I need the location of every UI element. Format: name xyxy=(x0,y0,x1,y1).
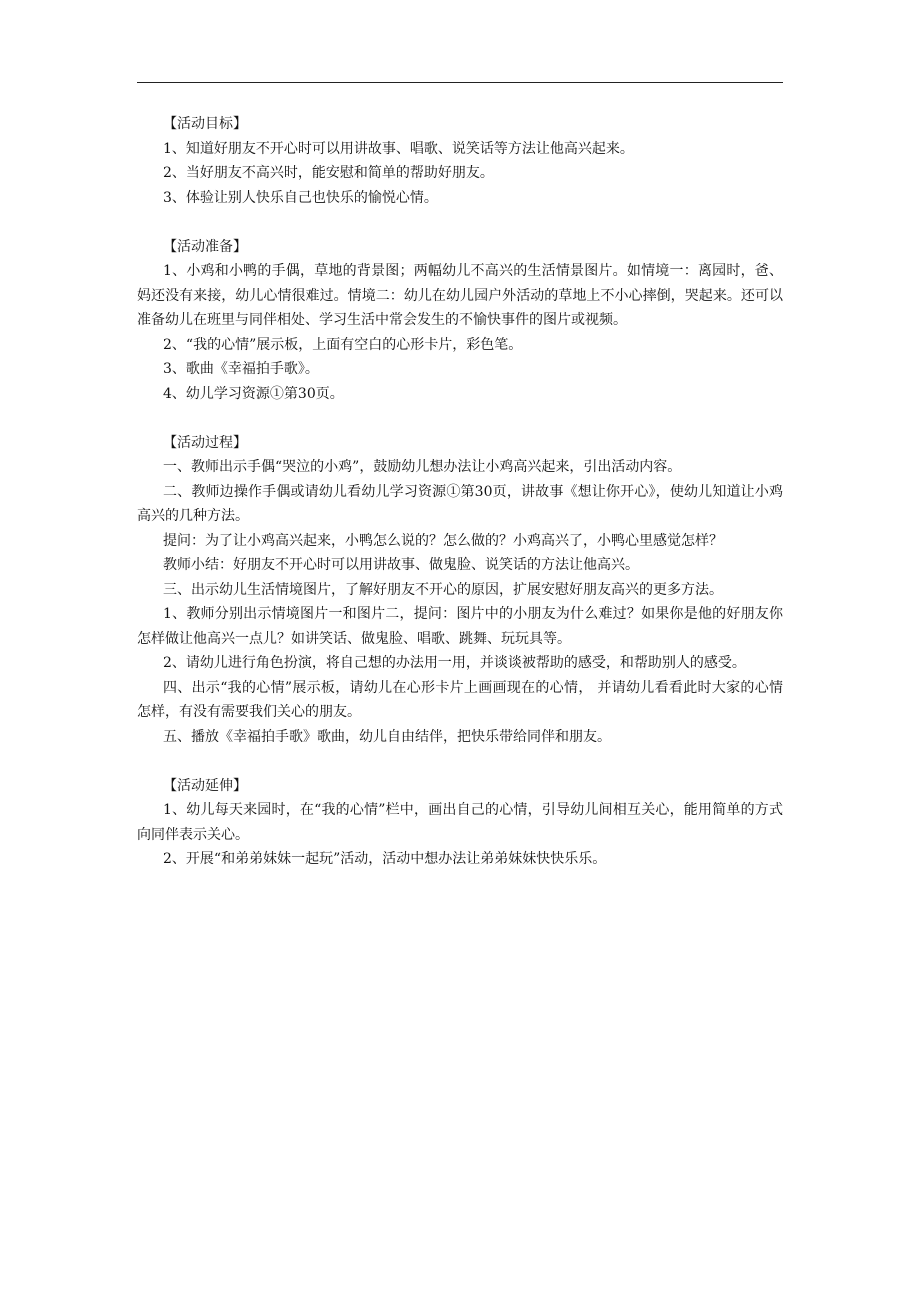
section-activity-extension xyxy=(137,774,783,872)
paragraph: 4、幼儿学习资源①第30页。 xyxy=(163,385,344,402)
paragraph: 2、开展“和弟弟妹妹一起玩”活动，活动中想办法让弟弟妹妹快快乐乐。 xyxy=(163,851,607,867)
paragraph: 2、“我的心情”展示板，上面有空白的心形卡片，彩色笔。 xyxy=(163,336,523,353)
paragraph: 3、体验让别人快乐自己也快乐的愉悦心情。 xyxy=(163,189,438,206)
section-activity-process xyxy=(137,431,783,750)
paragraph: 1、知道好朋友不开心时可以用讲故事、唱歌、说笑话等方法让他高兴起来。 xyxy=(163,140,634,157)
paragraph: 二、教师边操作手偶或请幼儿看幼儿学习资源①第30页，讲故事《想让你开心》，使幼儿知道让小鸡高兴的几种方法。 xyxy=(137,483,783,524)
header-rule xyxy=(137,82,783,83)
paragraph: 四、出示“我的心情”展示板，请幼儿在心形卡片上画画现在的心情， 并请幼儿看看此时大家的心情怎样，有没有需要我们关心的朋友。 xyxy=(137,679,783,720)
section-heading: 【活动延伸】 xyxy=(163,777,247,794)
paragraph: 教师小结：好朋友不开心时可以用讲故事、做鬼脸、说笑话的方法让他高兴。 xyxy=(163,557,639,573)
paragraph: 1、小鸡和小鸭的手偶，草地的背景图；两幅幼儿不高兴的生活情景图片。如情境一：离园时，爸、妈还没有来接，幼儿心情很难过。情境二：幼儿在幼儿园户外活动的草地上不小心摔倒，哭起来。还可以准备幼儿在班里与同伴相处、学习生活中常会发生的不愉快事件的图片或视频。 xyxy=(137,263,783,328)
section-heading: 【活动目标】 xyxy=(163,116,247,132)
paragraph: 提问：为了让小鸡高兴起来，小鸭怎么说的？怎么做的？小鸡高兴了，小鸭心里感觉怎样？ xyxy=(163,532,723,549)
paragraph: 五、播放《幸福拍手歌》歌曲，幼儿自由结伴，把快乐带给同伴和朋友。 xyxy=(163,728,611,745)
paragraph: 3、歌曲《幸福拍手歌》。 xyxy=(163,361,319,377)
document-body xyxy=(137,112,783,896)
paragraph: 2、请幼儿进行角色扮演，将自己想的办法用一用，并谈谈被帮助的感受，和帮助别人的感受。 xyxy=(163,655,746,671)
paragraph: 1、幼儿每天来园时，在“我的心情”栏中，画出自己的心情，引导幼儿间相互关心，能用简单的方式向同伴表示关心。 xyxy=(137,802,783,843)
section-heading: 【活动过程】 xyxy=(163,434,247,451)
paragraph: 1、教师分别出示情境图片一和图片二，提问：图片中的小朋友为什么难过？如果你是他的好朋友你怎样做让他高兴一点儿？如讲笑话、做鬼脸、唱歌、跳舞、玩玩具等。 xyxy=(137,606,783,647)
section-activity-preparation xyxy=(137,235,783,407)
paragraph: 三、出示幼儿生活情境图片，了解好朋友不开心的原因，扩展安慰好朋友高兴的更多方法。 xyxy=(163,581,723,598)
section-activity-goals xyxy=(137,112,783,210)
paragraph: 2、当好朋友不高兴时，能安慰和简单的帮助好朋友。 xyxy=(163,165,494,181)
paragraph: 一、教师出示手偶“哭泣的小鸡”，鼓励幼儿想办法让小鸡高兴起来，引出活动内容。 xyxy=(163,459,682,475)
section-heading: 【活动准备】 xyxy=(163,238,247,255)
